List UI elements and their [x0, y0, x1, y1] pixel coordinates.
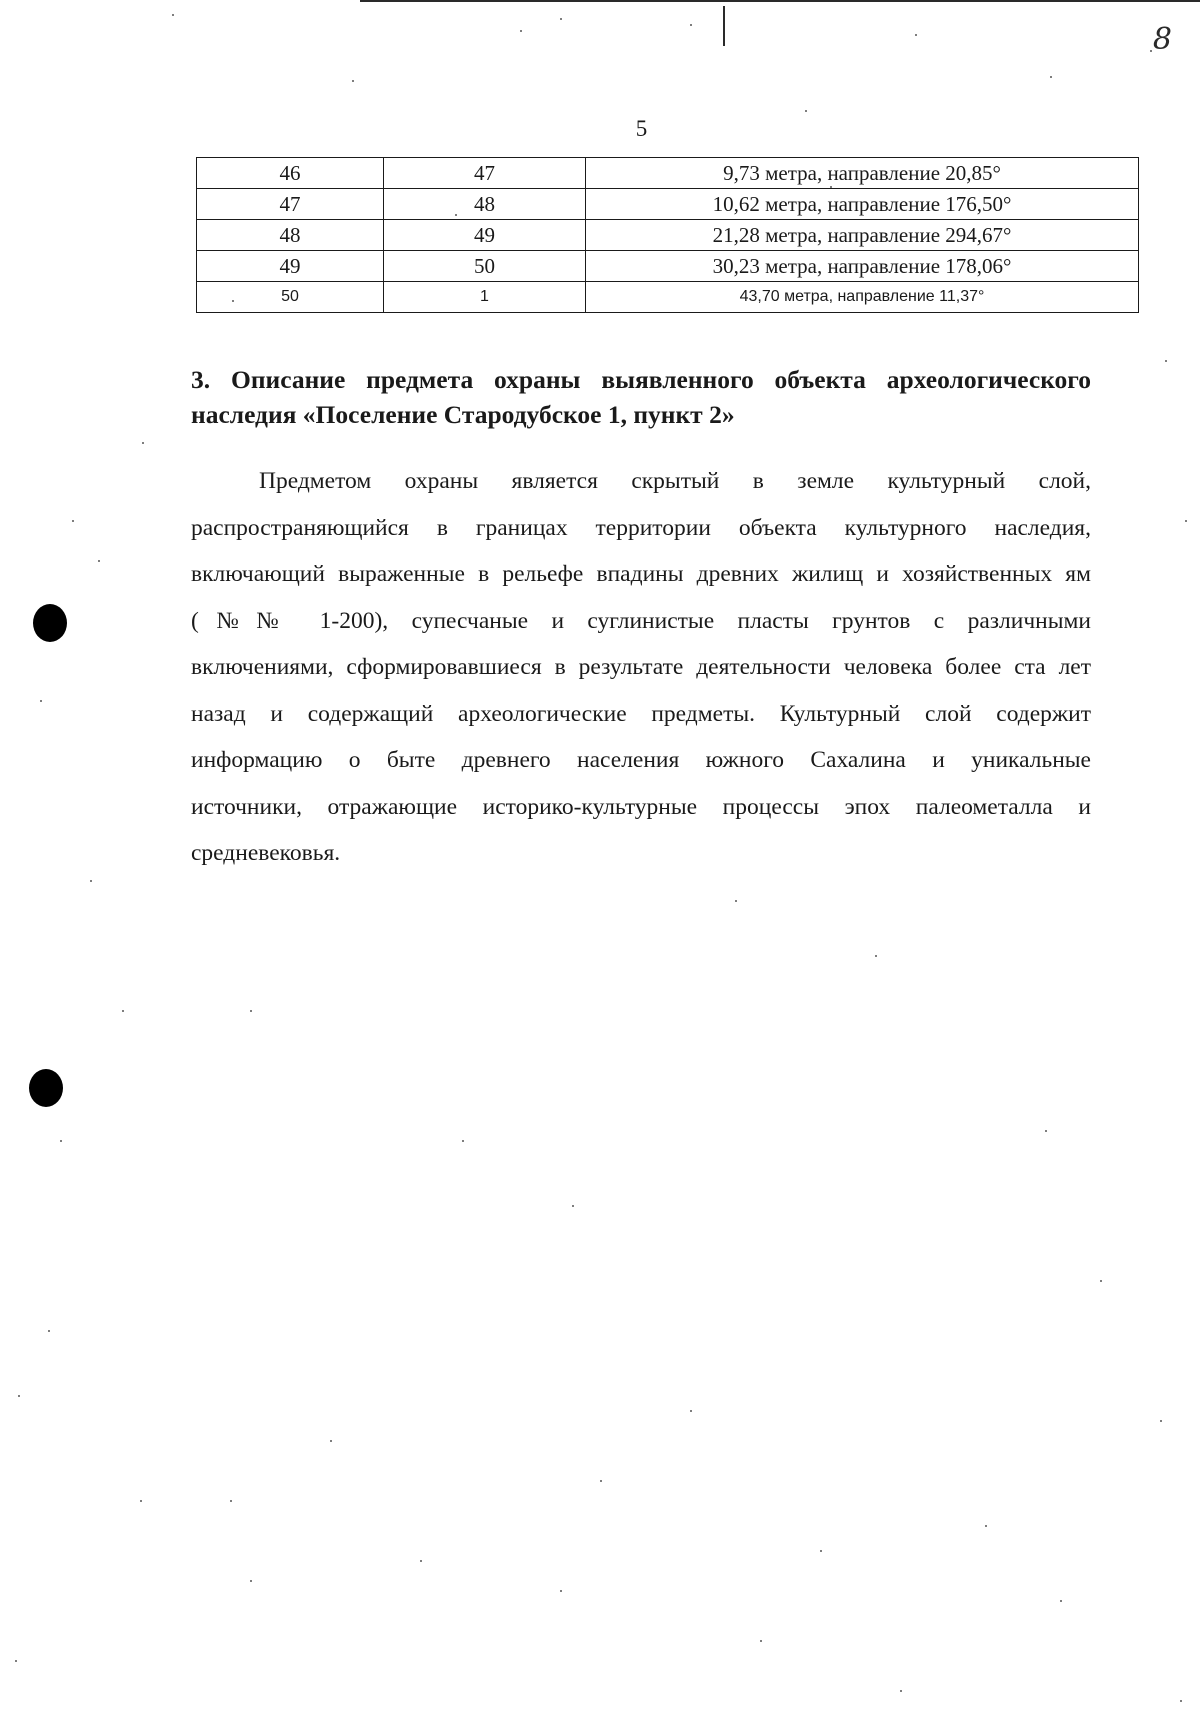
segment-description-cell: 10,62 метра, направление 176,50° [586, 189, 1139, 220]
scan-vertical-mark [723, 6, 725, 46]
scan-speckle [72, 520, 74, 522]
point-to-cell: 1 [384, 282, 586, 313]
punch-hole [29, 1069, 63, 1107]
paragraph-line: включениями, сформировавшиеся в результате деятельности человека более ста лет [191, 654, 1091, 680]
scan-speckle [830, 186, 832, 188]
scan-speckle [760, 1640, 762, 1642]
scan-speckle [690, 24, 692, 26]
scan-speckle [250, 1010, 252, 1012]
scan-speckle [90, 880, 92, 882]
scan-speckle [900, 1690, 902, 1692]
scan-speckle [820, 1550, 822, 1552]
scan-speckle [40, 700, 42, 702]
point-to-cell: 49 [384, 220, 586, 251]
table-row [197, 189, 1139, 220]
scan-speckle [1160, 1420, 1162, 1422]
boundary-points-table [196, 157, 1139, 313]
point-from-cell: 48 [197, 220, 384, 251]
scan-speckle [915, 34, 917, 36]
scan-speckle [352, 80, 354, 82]
scan-speckle [735, 900, 737, 902]
scan-speckle [1165, 360, 1167, 362]
section-heading [191, 362, 1091, 432]
point-from-cell: 50 [197, 282, 384, 313]
scan-speckle [230, 1500, 232, 1502]
scan-speckle [60, 1140, 62, 1142]
table-row [197, 282, 1139, 313]
segment-description-cell: 43,70 метра, направление 11,37° [586, 282, 1139, 313]
point-to-cell: 48 [384, 189, 586, 220]
scan-speckle [520, 30, 522, 32]
page-number: 5 [635, 116, 648, 141]
scan-top-edge-line [360, 0, 1200, 2]
scan-speckle [142, 442, 144, 444]
scan-speckle [455, 214, 457, 216]
paragraph-line: Предметом охраны является скрытый в земле культурный слой, [259, 468, 1091, 494]
scan-speckle [1185, 520, 1187, 522]
scan-speckle [1050, 76, 1052, 78]
table-row [197, 220, 1139, 251]
scan-speckle [1180, 1700, 1182, 1702]
segment-description-cell: 30,23 метра, направление 178,06° [586, 251, 1139, 282]
paragraph-line: включающий выраженные в рельефе впадины древних жилищ и хозяйственных ям [191, 561, 1091, 587]
table-row [197, 158, 1139, 189]
point-to-cell: 47 [384, 158, 586, 189]
section-heading-line: наследия «Поселение Стародубское 1, пункт 2» [191, 400, 735, 429]
scan-speckle [560, 1590, 562, 1592]
table-row [197, 251, 1139, 282]
scan-speckle [1150, 50, 1152, 52]
scan-speckle [805, 110, 807, 112]
scan-speckle [690, 1410, 692, 1412]
scan-speckle [875, 955, 877, 957]
scan-speckle [18, 1395, 20, 1397]
scan-speckle [420, 1560, 422, 1562]
scan-speckle [330, 1440, 332, 1442]
scan-speckle [232, 300, 234, 302]
paragraph-line: информацию о быте древнего населения южного Сахалина и уникальные [191, 747, 1091, 773]
point-from-cell: 49 [197, 251, 384, 282]
point-from-cell: 47 [197, 189, 384, 220]
paragraph-line: средневековья. [191, 840, 341, 866]
paragraph-line: источники, отражающие историко-культурные процессы эпох палеометалла и [191, 793, 1091, 820]
punch-hole [33, 604, 67, 642]
scan-speckle [48, 1330, 50, 1332]
scan-speckle [1060, 1600, 1062, 1602]
segment-description-cell: 9,73 метра, направление 20,85° [586, 158, 1139, 189]
paragraph-line: распространяющийся в границах территории объекта культурного наследия, [191, 514, 1091, 541]
scan-speckle [985, 1525, 987, 1527]
paragraph-line: назад и содержащий археологические предметы. Культурный слой содержит [191, 700, 1091, 727]
scan-speckle [560, 18, 562, 20]
point-to-cell: 50 [384, 251, 586, 282]
point-from-cell: 46 [197, 158, 384, 189]
scan-speckle [600, 1480, 602, 1482]
scan-speckle [462, 1140, 464, 1142]
scan-speckle [15, 1660, 17, 1662]
scan-speckle [98, 560, 100, 562]
section-heading-line: 3. Описание предмета охраны выявленного объекта археологического [191, 365, 1091, 394]
scan-speckle [250, 1580, 252, 1582]
scan-speckle [572, 1205, 574, 1207]
scan-speckle [172, 14, 174, 16]
scan-speckle [140, 1500, 142, 1502]
paragraph-line: (№№ 1-200), супесчаные и суглинистые пласты грунтов с различными [191, 607, 1091, 634]
scan-speckle [122, 1010, 124, 1012]
scan-speckle [1100, 1280, 1102, 1282]
scan-speckle [1045, 1130, 1047, 1132]
protection-subject-paragraph [191, 458, 1091, 877]
segment-description-cell: 21,28 метра, направление 294,67° [586, 220, 1139, 251]
handwritten-sheet-number: 8 [1152, 22, 1172, 57]
